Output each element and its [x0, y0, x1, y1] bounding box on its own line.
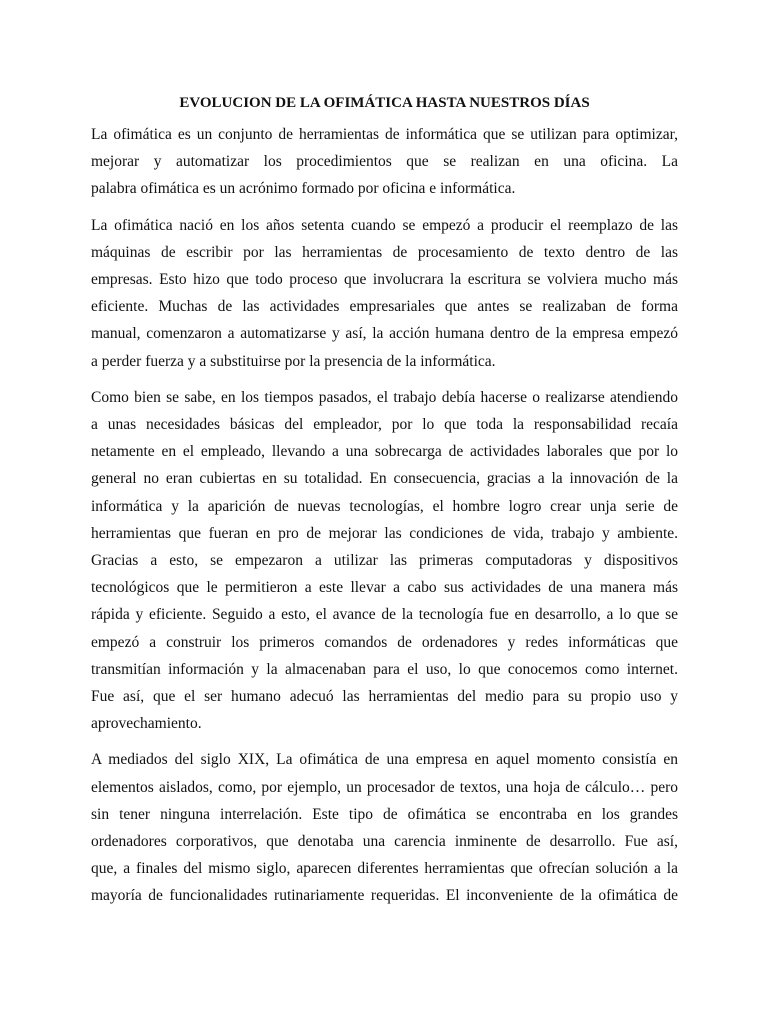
text-line: ordenadores corporativos, que denotaba una carencia inminente de desarrollo. Fue así, [91, 833, 678, 851]
text-line: palabra ofimática es un acrónimo formado por oficina e informática. [91, 180, 516, 198]
text-line: netamente en el empleado, llevando a una sobrecarga de actividades laborales que por lo [91, 443, 678, 461]
text-line: Gracias a esto, se empezaron a utilizar las primeras computadoras y dispositivos [91, 552, 678, 570]
text-line: mejorar y automatizar los procedimientos que se realizan en una oficina. La [91, 153, 678, 171]
text-line: que, a finales del mismo siglo, aparecen diferentes herramientas que ofrecían solución a la [91, 860, 678, 878]
text-line: a perder fuerza y a substituirse por la presencia de la informática. [91, 352, 496, 370]
text-line: rápida y eficiente. Seguido a esto, el avance de la tecnología fue en desarrollo, a lo que se [91, 606, 678, 624]
text-line: sin tener ninguna interrelación. Este tipo de ofimática se encontraba en los grandes [91, 805, 678, 823]
document-title: EVOLUCION DE LA OFIMÁTICA HASTA NUESTROS DÍAS [179, 95, 590, 111]
text-line: informática y la aparición de nuevas tecnologías, el hombre logro crear unja serie de [91, 497, 678, 515]
text-line: general no eran cubiertas en su totalidad. En consecuencia, gracias a la innovación de la [91, 470, 678, 488]
text-line: tecnológicos que le permitieron a este llevar a cabo sus actividades de una manera más [91, 579, 678, 597]
text-line: manual, comenzaron a automatizarse y así, la acción humana dentro de la empresa empezó [91, 325, 678, 343]
text-line: elementos aislados, como, por ejemplo, un procesador de textos, una hoja de cálculo… pero [91, 778, 678, 796]
text-line: a unas necesidades básicas del empleador, por lo que toda la responsabilidad recaía [91, 416, 678, 434]
document-body [91, 93, 678, 919]
text-line: máquinas de escribir por las herramientas de procesamiento de texto dentro de las [91, 243, 678, 261]
text-line: Como bien se sabe, en los tiempos pasados, el trabajo debía hacerse o realizarse atendiendo [91, 388, 678, 406]
text-line: eficiente. Muchas de las actividades empresariales que antes se realizaban de forma [91, 298, 678, 316]
text-line: A mediados del siglo XIX, La ofimática de una empresa en aquel momento consistía en [91, 751, 678, 769]
text-line: mayoría de funcionalidades rutinariamente requeridas. El inconveniente de la ofimática de [91, 887, 678, 905]
paragraph-4 [91, 746, 678, 909]
text-line: La ofimática es un conjunto de herramientas de informática que se utilizan para optimizar, [91, 126, 678, 143]
paragraph-3 [91, 384, 678, 738]
text-line: transmitían información y la almacenaban para el uso, lo que conocemos como internet. [91, 660, 678, 678]
text-line: aprovechamiento. [91, 715, 202, 733]
text-line: La ofimática nació en los años setenta cuando se empezó a producir el reemplazo de las [91, 216, 678, 234]
text-line: empresas. Esto hizo que todo proceso que involucrara la escritura se volviera mucho más [91, 271, 678, 289]
text-line: Fue así, que el ser humano adecuó las herramientas del medio para su propio uso y [91, 688, 678, 706]
paragraph-2 [91, 212, 678, 375]
text-line: empezó a construir los primeros comandos de ordenadores y redes informáticas que [91, 633, 678, 651]
paragraph-1 [91, 121, 678, 203]
text-line: herramientas que fueran en pro de mejorar las condiciones de vida, trabajo y ambiente. [91, 524, 678, 542]
